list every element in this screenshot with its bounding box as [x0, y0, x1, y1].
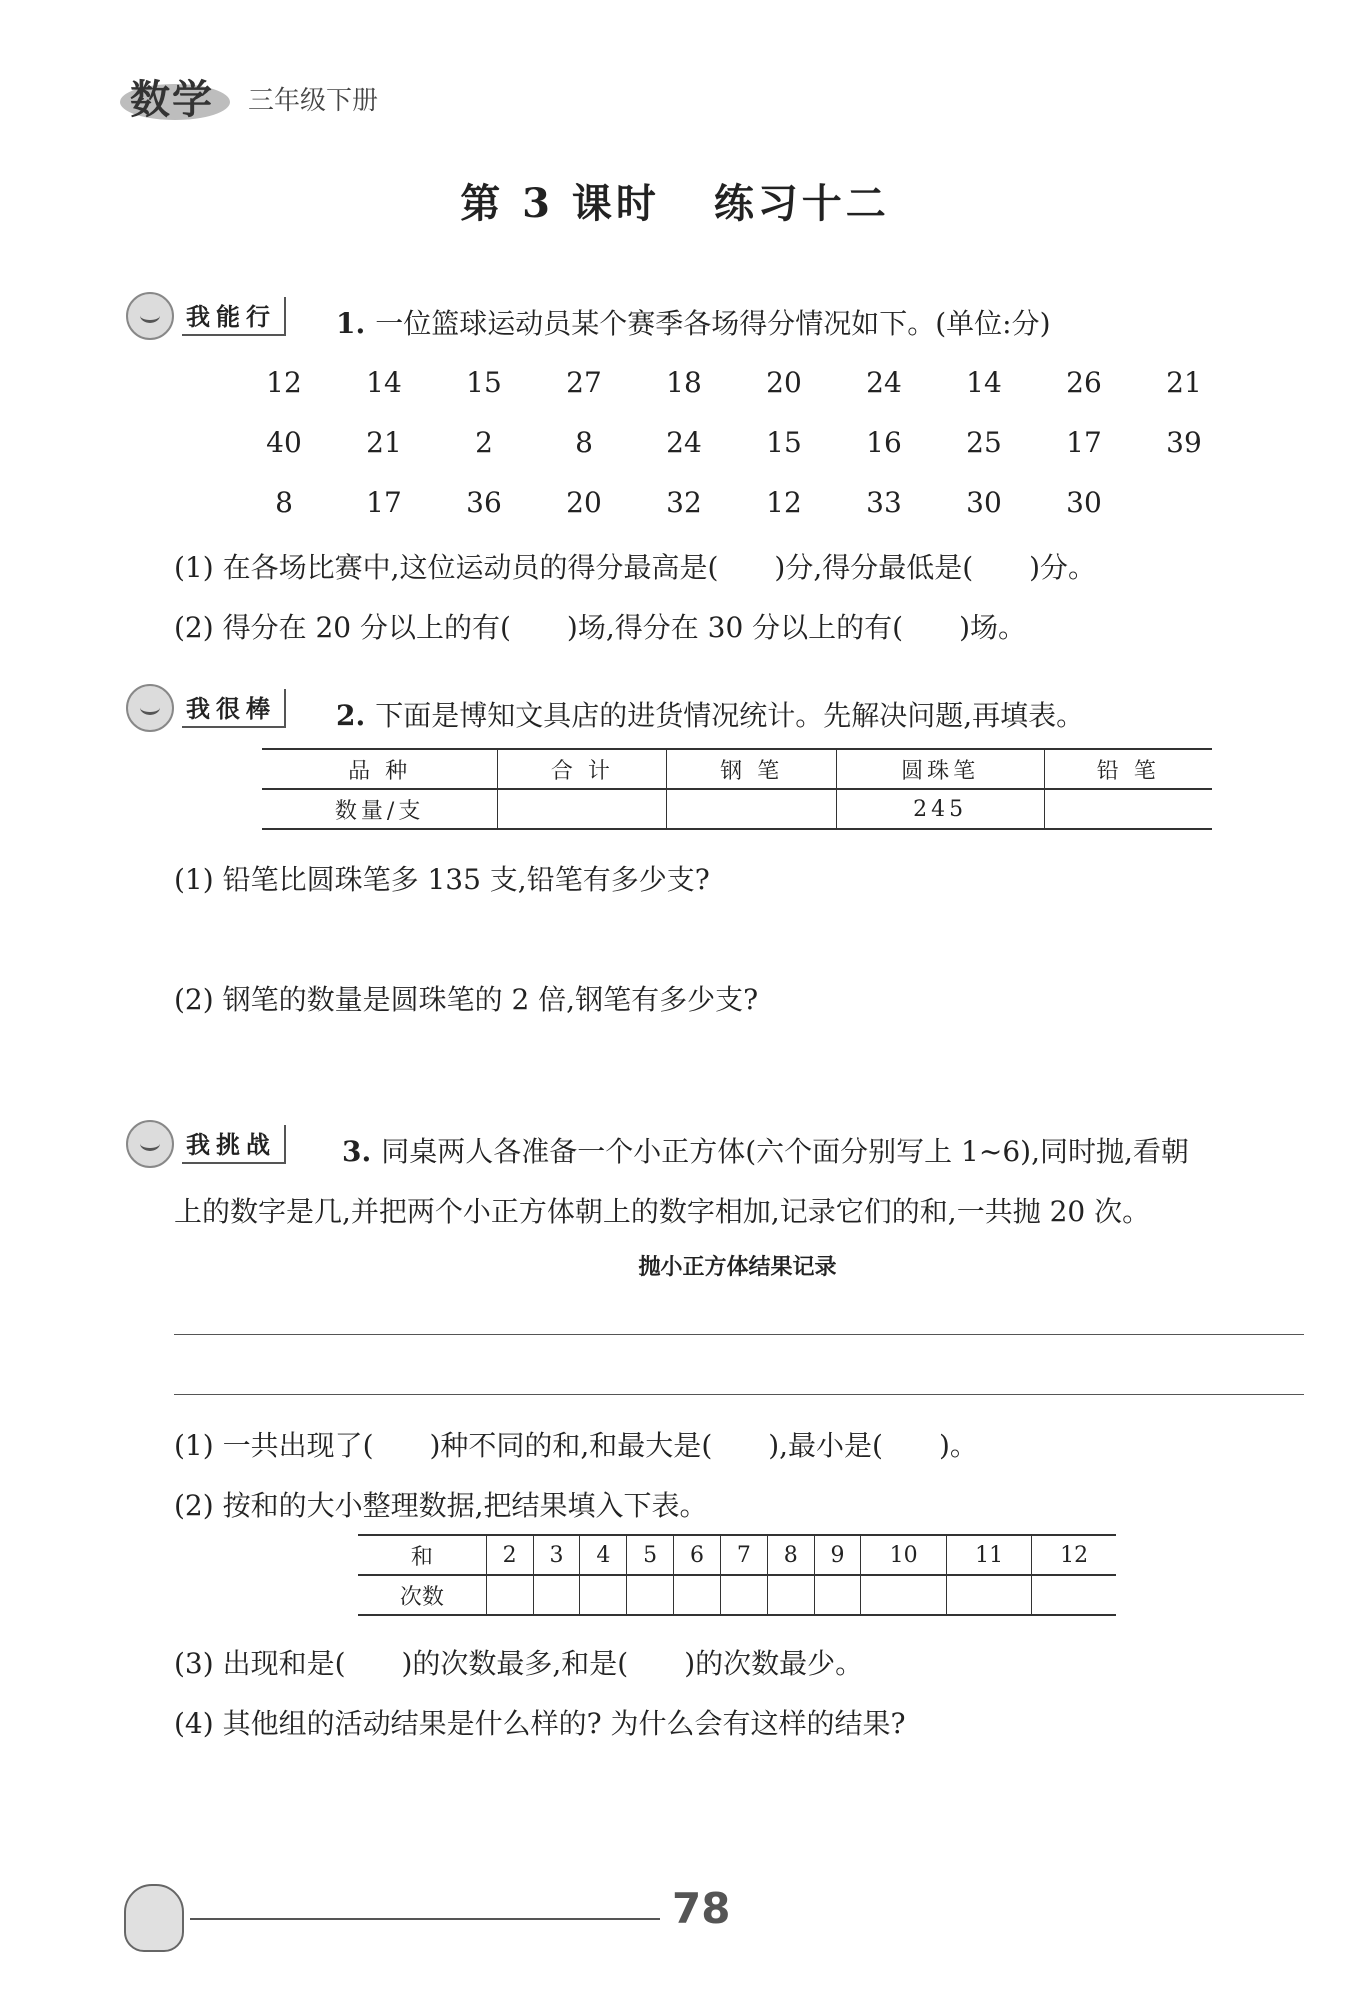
score-value: 27: [566, 366, 602, 399]
score-value: 32: [666, 486, 702, 519]
table-row-label: 数量/支: [262, 789, 498, 829]
sub-question-2-2: (2) 钢笔的数量是圆珠笔的 2 倍,钢笔有多少支?: [174, 983, 759, 1016]
score-value: 17: [366, 486, 402, 519]
score-value: 30: [1066, 486, 1102, 519]
badge-section-1: [126, 294, 286, 338]
score-value: 20: [766, 366, 802, 399]
page-number: 78: [672, 1884, 731, 1933]
table-header-cell: 圆珠笔: [836, 749, 1044, 789]
score-value: 24: [866, 366, 902, 399]
mascot-icon: [126, 684, 174, 732]
answer-line: [174, 1394, 1304, 1395]
sub-question-3-1: (1) 一共出现了( )种不同的和,和最大是( ),最小是( )。: [174, 1429, 978, 1462]
count-cell: [533, 1575, 580, 1615]
sum-header-cell: 8: [767, 1535, 814, 1575]
count-cell: [814, 1575, 861, 1615]
table-row: [262, 789, 1212, 829]
score-value: 21: [1166, 366, 1202, 399]
question-text: 一位篮球运动员某个赛季各场得分情况如下。(单位:分): [375, 307, 1051, 340]
count-cell: [767, 1575, 814, 1615]
sum-header-cell: 4: [580, 1535, 627, 1575]
page-title: [0, 172, 1350, 229]
sub-question-3-4: (4) 其他组的活动结果是什么样的? 为什么会有这样的结果?: [174, 1707, 906, 1740]
sum-header-cell: 5: [627, 1535, 674, 1575]
badge-section-2: [126, 686, 286, 730]
score-value: 20: [566, 486, 602, 519]
sub-question-3-3: (3) 出现和是( )的次数最多,和是( )的次数最少。: [174, 1647, 864, 1680]
sum-header-cell: 10: [861, 1535, 946, 1575]
sub-question-1-2: (2) 得分在 20 分以上的有( )场,得分在 30 分以上的有( )场。: [174, 611, 1027, 644]
sum-table: [358, 1534, 1116, 1616]
footer-rule: [190, 1918, 660, 1920]
score-value: 40: [266, 426, 302, 459]
score-value: 14: [366, 366, 402, 399]
table-header-cell: 铅 笔: [1044, 749, 1212, 789]
badge-section-3: [126, 1122, 286, 1166]
table-row-label: 次数: [358, 1575, 486, 1615]
record-title: 抛小正方体结果记录: [638, 1255, 837, 1280]
score-value: 33: [866, 486, 902, 519]
table-cell-ballpoint: 245: [836, 789, 1044, 829]
score-value: 18: [666, 366, 702, 399]
score-value: 36: [466, 486, 502, 519]
score-value: 15: [466, 366, 502, 399]
badge-label: 我很棒: [182, 689, 286, 728]
table-cell-total: [498, 789, 667, 829]
sum-header-cell: 11: [946, 1535, 1031, 1575]
badge-label: 我挑战: [182, 1125, 286, 1164]
table-header-label: 和: [358, 1535, 486, 1575]
sum-header-cell: 12: [1032, 1535, 1116, 1575]
question-2: [336, 694, 1084, 734]
table-header-row: [262, 749, 1212, 789]
table-cell-pencil: [1044, 789, 1212, 829]
count-cell: [580, 1575, 627, 1615]
mascot-icon: [126, 292, 174, 340]
score-value: 39: [1166, 426, 1202, 459]
question-number: 2.: [336, 699, 366, 732]
count-cell: [627, 1575, 674, 1615]
table-header-row: [358, 1535, 1116, 1575]
badge-label: 我能行: [182, 297, 286, 336]
lesson-name: 练习十二: [713, 180, 890, 227]
sub-question-1-1: (1) 在各场比赛中,这位运动员的得分最高是( )分,得分最低是( )分。: [174, 551, 1097, 584]
score-value: 8: [575, 426, 593, 459]
count-cell: [674, 1575, 721, 1615]
sum-header-cell: 2: [486, 1535, 533, 1575]
score-value: 15: [766, 426, 802, 459]
question-text: 同桌两人各准备一个小正方体(六个面分别写上 1~6),同时抛,看朝: [381, 1135, 1189, 1168]
table-header-cell: 品 种: [262, 749, 498, 789]
lesson-label: 第 3 课时: [460, 180, 660, 227]
sum-header-cell: 7: [720, 1535, 767, 1575]
score-value: 16: [866, 426, 902, 459]
score-value: 17: [1066, 426, 1102, 459]
score-value: 26: [1066, 366, 1102, 399]
count-cell: [946, 1575, 1031, 1615]
question-1: [336, 302, 1051, 342]
sum-header-cell: 6: [674, 1535, 721, 1575]
score-value: 30: [966, 486, 1002, 519]
score-value: 25: [966, 426, 1002, 459]
footer-mascot-icon: [124, 1884, 184, 1952]
score-value: 8: [275, 486, 293, 519]
grade-label: 三年级下册: [248, 86, 379, 116]
subject-label: 数学: [130, 77, 214, 123]
score-value: 24: [666, 426, 702, 459]
table-row: [358, 1575, 1116, 1615]
sub-question-2-1: (1) 铅笔比圆珠笔多 135 支,铅笔有多少支?: [174, 863, 710, 896]
sum-header-cell: 3: [533, 1535, 580, 1575]
answer-line: [174, 1334, 1304, 1335]
score-value: 12: [266, 366, 302, 399]
question-text: 下面是博知文具店的进货情况统计。先解决问题,再填表。: [375, 699, 1085, 732]
score-value: 2: [475, 426, 493, 459]
question-3: [342, 1130, 1189, 1170]
question-number: 1.: [336, 307, 366, 340]
question-number: 3.: [342, 1135, 372, 1168]
stock-table: [262, 748, 1212, 830]
sum-header-cell: 9: [814, 1535, 861, 1575]
score-value: 14: [966, 366, 1002, 399]
table-header-cell: 合 计: [498, 749, 667, 789]
count-cell: [720, 1575, 767, 1615]
table-header-cell: 钢 笔: [667, 749, 836, 789]
score-value: 12: [766, 486, 802, 519]
count-cell: [1032, 1575, 1116, 1615]
count-cell: [486, 1575, 533, 1615]
count-cell: [861, 1575, 946, 1615]
mascot-icon: [126, 1120, 174, 1168]
sub-question-3-2: (2) 按和的大小整理数据,把结果填入下表。: [174, 1489, 708, 1522]
table-cell-pen: [667, 789, 836, 829]
question-3-line-2: 上的数字是几,并把两个小正方体朝上的数字相加,记录它们的和,一共抛 20 次。: [174, 1195, 1151, 1228]
score-value: 21: [366, 426, 402, 459]
